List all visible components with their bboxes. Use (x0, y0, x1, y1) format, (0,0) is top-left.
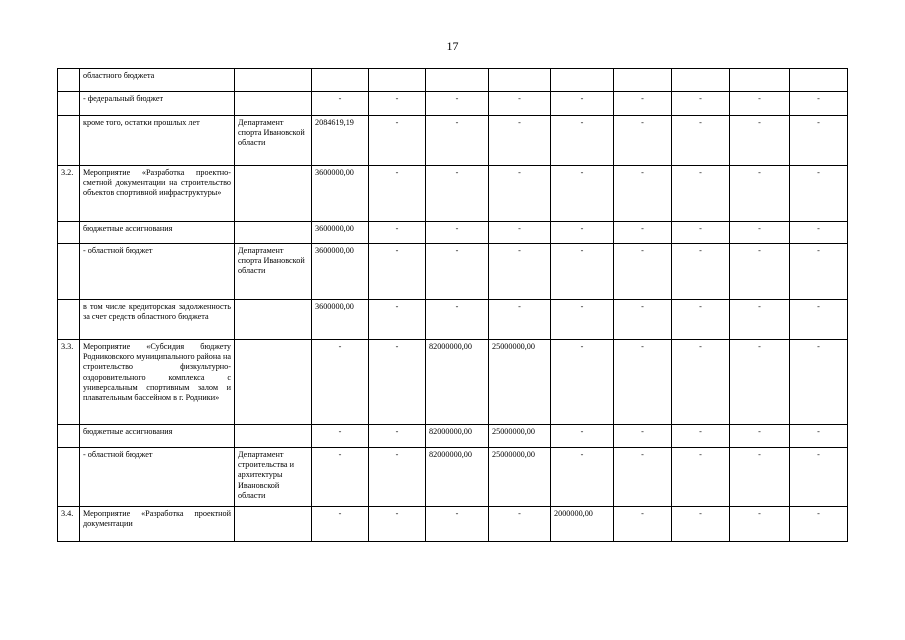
row-executor (235, 507, 312, 542)
table-row (58, 116, 848, 166)
row-executor (235, 340, 312, 425)
year-value-9: - (790, 244, 848, 300)
row-number (58, 244, 80, 300)
year-value-9: - (790, 116, 848, 166)
year-value-4: 25000000,00 (489, 448, 551, 507)
year-value-3: - (426, 116, 489, 166)
table-row (58, 300, 848, 340)
year-value-7: - (672, 92, 730, 116)
row-name: кроме того, остатки прошлых лет (80, 116, 235, 166)
row-name: - областной бюджет (80, 448, 235, 507)
year-value-7: - (672, 425, 730, 448)
row-executor: Департамент спорта Ивановской области (235, 244, 312, 300)
year-value-6: - (614, 166, 672, 222)
row-number: 3.2. (58, 166, 80, 222)
table-row (58, 166, 848, 222)
year-value-4 (489, 69, 551, 92)
row-number (58, 92, 80, 116)
year-value-7: - (672, 116, 730, 166)
year-value-1: 2084619,19 (312, 116, 369, 166)
year-value-3: - (426, 166, 489, 222)
row-name: - федеральный бюджет (80, 92, 235, 116)
row-number (58, 69, 80, 92)
year-value-3: - (426, 244, 489, 300)
year-value-6: - (614, 340, 672, 425)
year-value-7: - (672, 300, 730, 340)
table-row (58, 507, 848, 542)
row-name: Мероприятие «Разработка проектной документации (80, 507, 235, 542)
year-value-1: - (312, 425, 369, 448)
year-value-5: - (551, 448, 614, 507)
row-number: 3.4. (58, 507, 80, 542)
row-number (58, 425, 80, 448)
year-value-8: - (730, 166, 790, 222)
year-value-8: - (730, 425, 790, 448)
table-row (58, 425, 848, 448)
year-value-9: - (790, 300, 848, 340)
year-value-1: - (312, 507, 369, 542)
year-value-4: - (489, 116, 551, 166)
year-value-7: - (672, 222, 730, 244)
year-value-8: - (730, 92, 790, 116)
year-value-4: - (489, 166, 551, 222)
year-value-8 (730, 69, 790, 92)
year-value-6: - (614, 222, 672, 244)
year-value-9 (790, 69, 848, 92)
year-value-8: - (730, 448, 790, 507)
table-row (58, 340, 848, 425)
year-value-6: - (614, 244, 672, 300)
row-name: в том числе кредиторская задолженность за счет средств областного бюджета (80, 300, 235, 340)
row-executor (235, 69, 312, 92)
year-value-8: - (730, 244, 790, 300)
year-value-6 (614, 69, 672, 92)
year-value-5: - (551, 92, 614, 116)
year-value-5: - (551, 166, 614, 222)
year-value-5: - (551, 244, 614, 300)
year-value-2: - (369, 92, 426, 116)
year-value-2: - (369, 507, 426, 542)
year-value-9: - (790, 166, 848, 222)
year-value-8: - (730, 340, 790, 425)
year-value-7 (672, 69, 730, 92)
page-number: 17 (446, 39, 459, 53)
year-value-7: - (672, 244, 730, 300)
row-executor (235, 166, 312, 222)
row-number (58, 222, 80, 244)
row-executor: Департамент спорта Ивановской области (235, 116, 312, 166)
row-executor (235, 300, 312, 340)
table-row (58, 92, 848, 116)
row-number (58, 300, 80, 340)
year-value-7: - (672, 340, 730, 425)
year-value-9: - (790, 92, 848, 116)
year-value-3: 82000000,00 (426, 340, 489, 425)
year-value-8: - (730, 300, 790, 340)
year-value-1 (312, 69, 369, 92)
row-name: областного бюджета (80, 69, 235, 92)
year-value-2: - (369, 116, 426, 166)
year-value-5: - (551, 340, 614, 425)
year-value-8: - (730, 116, 790, 166)
year-value-5: - (551, 222, 614, 244)
table-row (58, 448, 848, 507)
year-value-9: - (790, 425, 848, 448)
year-value-3: - (426, 222, 489, 244)
budget-table (57, 68, 848, 542)
year-value-9: - (790, 222, 848, 244)
year-value-6: - (614, 425, 672, 448)
year-value-3: - (426, 300, 489, 340)
row-number (58, 116, 80, 166)
row-number (58, 448, 80, 507)
year-value-6: - (614, 507, 672, 542)
year-value-2: - (369, 166, 426, 222)
year-value-4: - (489, 244, 551, 300)
year-value-5: - (551, 425, 614, 448)
year-value-5 (551, 69, 614, 92)
year-value-1: 3600000,00 (312, 300, 369, 340)
year-value-2: - (369, 222, 426, 244)
row-name: Мероприятие «Разработка проектно-сметной документации на строительство объектов спортивной инфраструктуры» (80, 166, 235, 222)
year-value-6: - (614, 300, 672, 340)
year-value-9: - (790, 340, 848, 425)
year-value-3: 82000000,00 (426, 448, 489, 507)
year-value-4: - (489, 507, 551, 542)
table-row (58, 244, 848, 300)
year-value-6: - (614, 92, 672, 116)
year-value-7: - (672, 448, 730, 507)
row-name: Мероприятие «Субсидия бюджету Родниковского муниципального района на строительство физкультурно-оздоровительного комплекса с универсальным спортивным залом и плавательным бассейном в г. Родники» (80, 340, 235, 425)
year-value-3: - (426, 92, 489, 116)
table-row (58, 69, 848, 92)
year-value-4: 25000000,00 (489, 425, 551, 448)
year-value-2 (369, 69, 426, 92)
year-value-2: - (369, 340, 426, 425)
row-name: бюджетные ассигнования (80, 425, 235, 448)
year-value-5: - (551, 300, 614, 340)
table-body (58, 69, 848, 542)
year-value-3: - (426, 507, 489, 542)
year-value-1: 3600000,00 (312, 244, 369, 300)
year-value-1: 3600000,00 (312, 166, 369, 222)
year-value-3 (426, 69, 489, 92)
row-executor (235, 222, 312, 244)
year-value-1: 3600000,00 (312, 222, 369, 244)
year-value-8: - (730, 507, 790, 542)
year-value-9: - (790, 448, 848, 507)
year-value-1: - (312, 448, 369, 507)
year-value-2: - (369, 244, 426, 300)
row-executor (235, 92, 312, 116)
year-value-1: - (312, 340, 369, 425)
year-value-8: - (730, 222, 790, 244)
year-value-6: - (614, 116, 672, 166)
row-name: бюджетные ассигнования (80, 222, 235, 244)
year-value-2: - (369, 448, 426, 507)
row-name: - областной бюджет (80, 244, 235, 300)
year-value-2: - (369, 300, 426, 340)
year-value-1: - (312, 92, 369, 116)
year-value-9: - (790, 507, 848, 542)
year-value-3: 82000000,00 (426, 425, 489, 448)
row-executor: Департамент строительства и архитектуры Ивановской области (235, 448, 312, 507)
table-row (58, 222, 848, 244)
year-value-5: - (551, 116, 614, 166)
year-value-7: - (672, 166, 730, 222)
row-number: 3.3. (58, 340, 80, 425)
year-value-2: - (369, 425, 426, 448)
year-value-6: - (614, 448, 672, 507)
year-value-4: - (489, 92, 551, 116)
year-value-5: 2000000,00 (551, 507, 614, 542)
year-value-4: - (489, 300, 551, 340)
year-value-4: - (489, 222, 551, 244)
year-value-7: - (672, 507, 730, 542)
row-executor (235, 425, 312, 448)
year-value-4: 25000000,00 (489, 340, 551, 425)
